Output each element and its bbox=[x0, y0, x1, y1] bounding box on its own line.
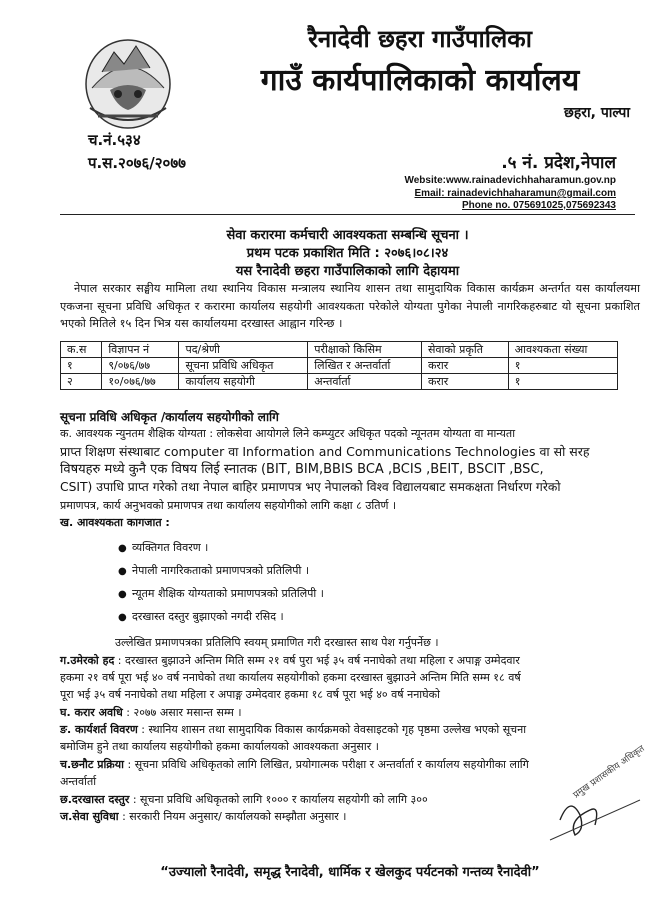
list-item: ● न्यूतम शैक्षिक योग्यताको प्रमाणपत्रको प्रतिलिपी । bbox=[118, 587, 324, 600]
table-header: परीक्षाको किसिम bbox=[308, 342, 422, 358]
notice-title: सेवा करारमा कर्मचारी आवश्यकता सम्बन्धि सूचना । bbox=[226, 228, 469, 243]
table-header: पद/श्रेणी bbox=[179, 342, 308, 358]
fiscal-year: प.स.२०७६/२०७७ bbox=[88, 154, 186, 172]
intro-paragraph: नेपाल सरकार सङ्घीय मामिला तथा स्थानिय विकास मन्त्रालय स्थानिय शासन तथा सामुदायिक विकास कार्यक्रम अन्तर्गत यस कार्यालयमा एकजना सूचना प्रविधि अधिकृत र करारमा कार्यालय सहयोगी आवश्यकता परेकोले योग्यता पुगेका नेपाली नागरिकहरुबाट यो सूचना प्रकाशित भएको मितिले १५ दिन भित्र यस कार्यालयमा दरखास्त आह्वान गरिन्छ । bbox=[60, 282, 640, 330]
documents-list bbox=[118, 540, 324, 632]
reference-number: च.नं.५३४ bbox=[88, 131, 141, 149]
table-header-row bbox=[61, 342, 618, 358]
province: .५ नं. प्रदेश,नेपाल bbox=[501, 153, 616, 173]
divider bbox=[60, 214, 635, 215]
table-header: आवश्यकता संख्या bbox=[508, 342, 617, 358]
org-name: रैनादेवी छहरा गाउँपालिका bbox=[308, 25, 532, 53]
signature-title: प्रमुख प्रशासकीय अधिकृत bbox=[571, 743, 647, 801]
list-item: ● व्यक्तिगत विवरण । bbox=[118, 541, 209, 554]
table-cell: १ bbox=[61, 358, 102, 374]
table-header: क.स bbox=[61, 342, 102, 358]
contract-term: घ. करार अवधि : २०७७ असार मसान्त सम्म । bbox=[60, 706, 242, 719]
table-cell: १ bbox=[508, 374, 617, 390]
bullet-icon: ● bbox=[118, 612, 127, 623]
selection-process-line: अन्तर्वार्ता bbox=[60, 775, 97, 788]
table-cell: कार्यालय सहयोगी bbox=[179, 374, 308, 390]
table-header: विज्ञापन नं bbox=[102, 342, 179, 358]
qualification-line: CSIT) उपाधि प्राप्त गरेको तथा नेपाल बाहिर प्रमाणपत्र भए नेपालको विश्व विद्यालयबाट समकक्षता निर्धारण गरेको bbox=[60, 480, 561, 494]
signature bbox=[540, 790, 650, 860]
list-item: ● नेपाली नागरिकताको प्रमाणपत्रको प्रतिलिपी । bbox=[118, 564, 310, 577]
table-cell: अन्तर्वार्ता bbox=[308, 374, 422, 390]
age-limit-line: हकमा २१ वर्ष पूरा भई ४० वर्ष ननाघेको तथा कार्यालय सहयोगीको हकमा दरखास्त बुझाउने अन्तिम मिति सम्म १८ वर्ष bbox=[60, 671, 521, 684]
table-cell: करार bbox=[421, 358, 508, 374]
age-limit: ग.उमेरको हद : दरखास्त बुझाउने अन्तिम मिति सम्म २१ वर्ष पुरा भई ३५ वर्ष ननाघेको तथा महिला र अपाङ्ग उम्मेदवार bbox=[60, 654, 520, 667]
table-cell: २ bbox=[61, 374, 102, 390]
documents-note: उल्लेखित प्रमाणपत्रका प्रतिलिपि स्वयम् प्रमाणित गरी दरखास्त साथ पेश गर्नुपर्नेछ । bbox=[115, 636, 439, 649]
work-conditions: ङ. कार्यशर्त विवरण : स्थानिय शासन तथा सामुदायिक विकास कार्यक्रमको वेवसाइटको गृह पृष्ठमा उल्लेख भएको सूचना bbox=[60, 723, 527, 736]
qualification-line: प्राप्त शिक्षण संस्थाबाट computer वा Information and Communications Technologies वा सो सरह bbox=[60, 444, 590, 459]
qualification-line: विषयहरु मध्ये कुनै एक विषय लिई स्नातक (BIT, BIM,BBIS BCA ,BCIS ,BEIT, BSCIT ,BSC, bbox=[60, 462, 544, 477]
table-cell: करार bbox=[421, 374, 508, 390]
table-cell: सूचना प्रविधि अधिकृत bbox=[179, 358, 308, 374]
table-row bbox=[61, 374, 618, 390]
table-cell: १ bbox=[508, 358, 617, 374]
footer-slogan: “उज्यालो रैनादेवी, समृद्ध रैनादेवी, धार्मिक र खेलकुद पर्यटनको गन्तव्य रैनादेवी” bbox=[160, 865, 540, 880]
phone: Phone no. 075691025,075692343 bbox=[462, 200, 616, 211]
section-heading: सूचना प्रविधि अधिकृत /कार्यालय सहयोगीको लागि bbox=[60, 410, 279, 424]
age-limit-line: पूरा भई ३५ वर्ष ननाघेको तथा महिला र अपाङ्ग उम्मेदवार हकमा १८ वर्ष पूरा भई ४० वर्ष ननाघेको bbox=[60, 688, 440, 701]
table-row bbox=[61, 358, 618, 374]
service-facility: ज.सेवा सुविधा : सरकारी नियम अनुसार/ कार्यालयको सम्झौता अनुसार । bbox=[60, 810, 347, 823]
bullet-icon: ● bbox=[118, 589, 127, 600]
bullet-icon: ● bbox=[118, 566, 127, 577]
qualification-line: प्रमाणपत्र, कार्य अनुभवको प्रमाणपत्र तथा कार्यालय सहयोगीको लागि कक्षा ८ उतिर्ण । bbox=[60, 499, 397, 512]
office-name: गाउँ कार्यपालिकाको कार्यालय bbox=[260, 63, 580, 98]
nepal-emblem-icon bbox=[80, 28, 176, 132]
work-conditions-line: बमोजिम हुने तथा कार्यालय सहयोगीको हकमा कार्यालयको आवश्यकता अनुसार । bbox=[60, 740, 379, 753]
website: Website:www.rainadevichhaharamun.gov.np bbox=[404, 175, 616, 186]
office-address: छहरा, पाल्पा bbox=[564, 105, 630, 121]
email: Email: rainadevichhaharamun@gmail.com bbox=[414, 188, 616, 199]
selection-process: च.छनौट प्रक्रिया : सूचना प्रविधि अधिकृतको लागि लिखित, प्रयोगात्मक परीक्षा र अन्तर्वार्ता र कार्यालय सहयोगीका लागि bbox=[60, 758, 529, 771]
table-cell: लिखित र अन्तर्वार्ता bbox=[308, 358, 422, 374]
table-header: सेवाको प्रकृति bbox=[421, 342, 508, 358]
documents-heading: ख. आवश्यकता कागजात : bbox=[60, 516, 170, 529]
list-item: ● दरखास्त दस्तुर बुझाएको नगदी रसिद । bbox=[118, 610, 284, 623]
table-cell: ९/०७६/७७ bbox=[102, 358, 179, 374]
notice-for: यस रैनादेवी छहरा गाउँपालिकाको लागि देहायमा bbox=[235, 264, 460, 279]
application-fee: छ.दरखास्त दस्तुर : सूचना प्रविधि अधिकृतको लागि १००० र कार्यालय सहयोगी को लागि ३०० bbox=[60, 793, 428, 806]
vacancy-table bbox=[60, 341, 618, 390]
bullet-icon: ● bbox=[118, 543, 127, 554]
qualification-line: क. आवश्यक न्युनतम शैक्षिक योग्यता : लोकसेवा आयोगले लिने कम्प्युटर अधिकृत पदको न्यूनतम योग्यता वा मान्यता bbox=[60, 427, 516, 440]
published-date: प्रथम पटक प्रकाशित मिति : २०७६।०८।२४ bbox=[246, 246, 449, 261]
table-cell: १०/०७६/७७ bbox=[102, 374, 179, 390]
